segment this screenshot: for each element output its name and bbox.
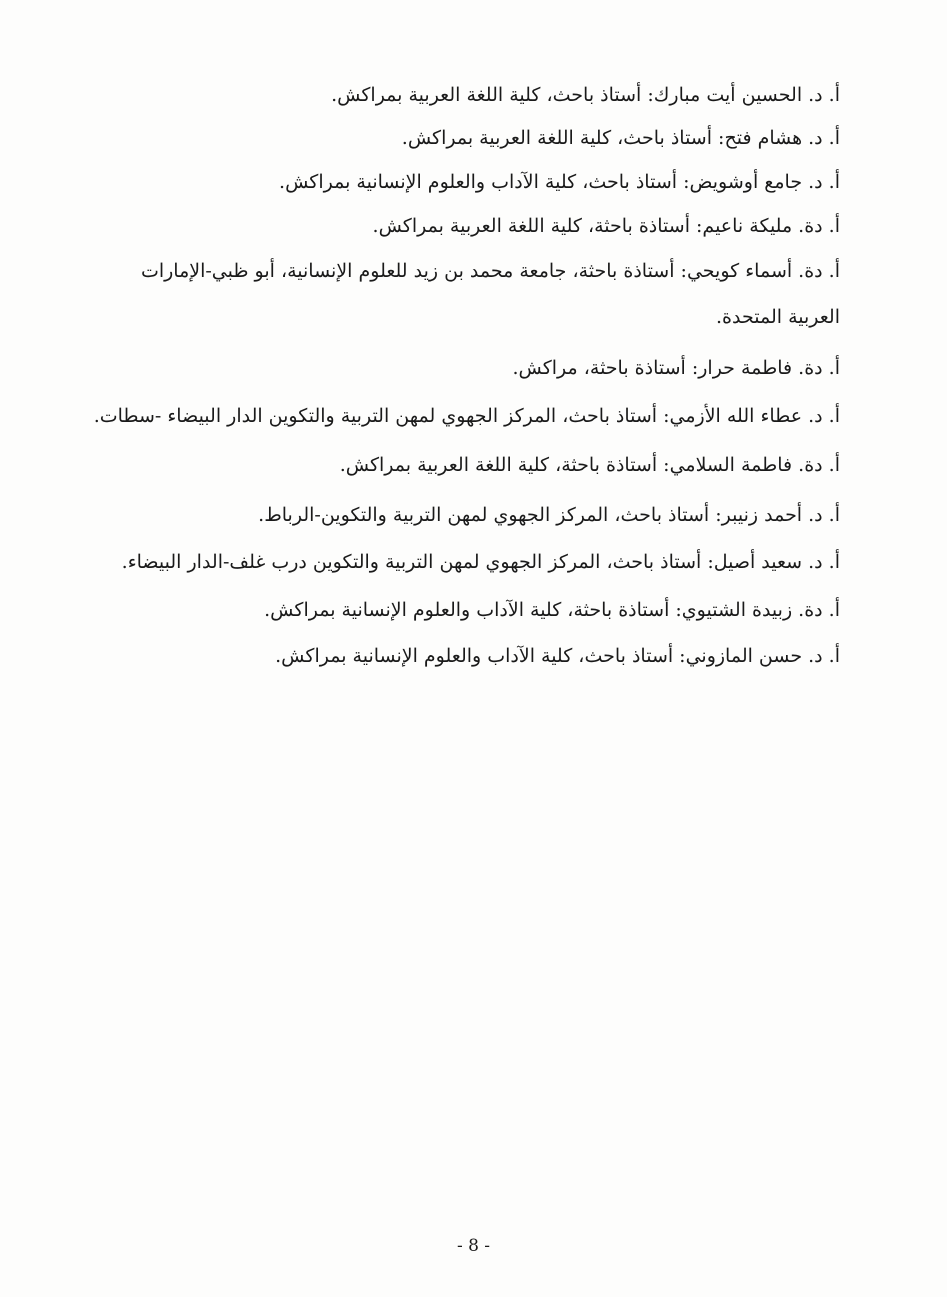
contributor-entry: أ. د. هشام فتح: أستاذ باحث، كلية اللغة العربية بمراكش. [401, 127, 840, 149]
contributor-entry: أ. د. عطاء الله الأزمي: أستاذ باحث، المركز الجهوي لمهن التربية والتكوين الدار البيضاء -سطات. [93, 405, 840, 427]
contributor-entry: أ. دة. أسماء كويحي: أستاذة باحثة، جامعة محمد بن زيد للعلوم الإنسانية، أبو ظبي-الإمارات العربية المتحدة. [140, 260, 840, 328]
contributor-entry: أ. دة. فاطمة السلامي: أستاذة باحثة، كلية اللغة العربية بمراكش. [339, 454, 840, 476]
contributor-entry: أ. د. الحسين أيت مبارك: أستاذ باحث، كلية اللغة العربية بمراكش. [331, 84, 840, 106]
contributor-entry: أ. د. أحمد زنيبر: أستاذ باحث، المركز الجهوي لمهن التربية والتكوين-الرباط. [258, 504, 840, 526]
contributor-entry: أ. د. سعيد أصيل: أستاذ باحث، المركز الجهوي لمهن التربية والتكوين درب غلف-الدار البيضاء. [121, 551, 840, 573]
contributor-entry: أ. دة. زبيدة الشتيوي: أستاذة باحثة، كلية الآداب والعلوم الإنسانية بمراكش. [264, 599, 840, 621]
contributor-entry: أ. د. حسن المازوني: أستاذ باحث، كلية الآداب والعلوم الإنسانية بمراكش. [275, 645, 840, 667]
contributor-entry: أ. دة. فاطمة حرار: أستاذة باحثة، مراكش. [512, 357, 840, 379]
page-number: - 8 - [456, 1236, 491, 1256]
contributor-entry: أ. دة. مليكة ناعيم: أستاذة باحثة، كلية اللغة العربية بمراكش. [372, 215, 840, 237]
contributor-entry: أ. د. جامع أوشويض: أستاذ باحث، كلية الآداب والعلوم الإنسانية بمراكش. [279, 171, 840, 193]
